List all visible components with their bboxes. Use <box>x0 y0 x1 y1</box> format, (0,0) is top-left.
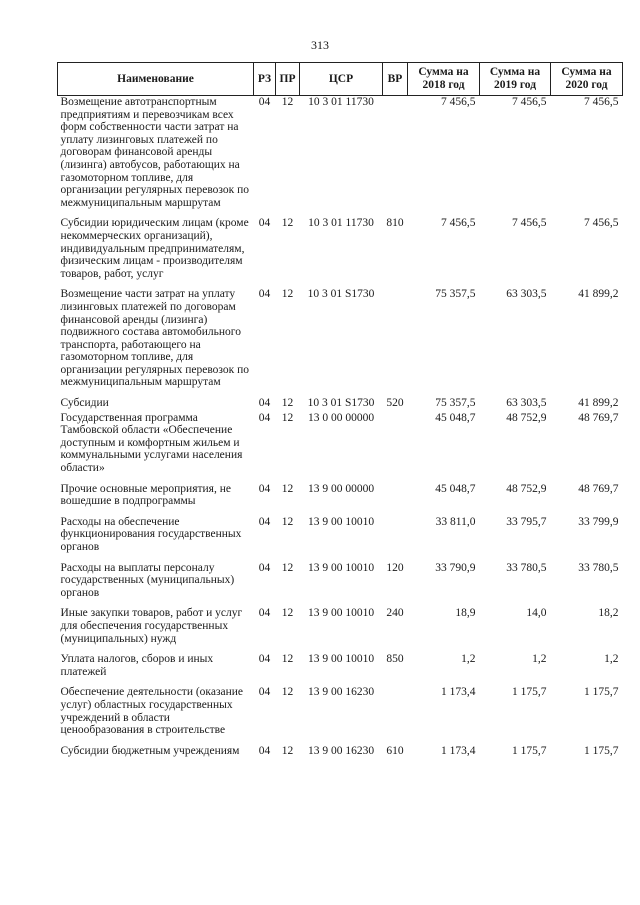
row-sum-2020: 41 899,2 <box>578 397 619 410</box>
header-vr: ВР <box>383 63 408 96</box>
row-sum-2018: 1 173,4 <box>441 686 476 699</box>
row-rz: 04 <box>258 607 271 620</box>
row-csr: 10 3 01 S1730 <box>307 397 375 410</box>
budget-table <box>57 62 623 765</box>
row-rz: 04 <box>258 411 271 424</box>
table-row <box>58 217 623 288</box>
row-sum-2019: 7 456,5 <box>512 96 547 108</box>
row-name: Субсидии бюджетным учреждениям <box>60 744 240 757</box>
header-2020: Сумма на 2020 год <box>551 63 623 96</box>
row-sum-2019: 63 303,5 <box>506 288 547 301</box>
row-sum-2018: 45 048,7 <box>435 482 476 495</box>
row-sum-2019: 63 303,5 <box>506 397 547 410</box>
table-header-row <box>58 63 623 96</box>
row-csr: 10 3 01 11730 <box>308 217 374 230</box>
row-name: Иные закупки товаров, работ и услуг для обеспечения государственных (муниципальных) нужд <box>60 607 243 645</box>
row-sum-2018: 7 456,5 <box>441 217 476 230</box>
row-name: Расходы на обеспечение функционирования государственных органов <box>60 515 242 553</box>
row-rz: 04 <box>258 482 271 495</box>
row-sum-2020: 7 456,5 <box>584 217 619 230</box>
row-sum-2020: 7 456,5 <box>584 96 619 108</box>
table-row <box>58 607 623 653</box>
row-csr: 13 9 00 10010 <box>307 561 375 574</box>
row-vr <box>383 516 408 562</box>
row-sum-2019: 1,2 <box>532 653 547 666</box>
row-rz: 04 <box>258 686 271 699</box>
row-pr: 12 <box>281 288 294 301</box>
header-pr: ПР <box>276 63 300 96</box>
row-sum-2018: 18,9 <box>455 607 476 620</box>
row-name: Прочие основные мероприятия, не вошедшие в подпрограммы <box>60 482 231 508</box>
row-sum-2020: 33 780,5 <box>578 561 619 574</box>
row-pr: 12 <box>281 607 294 620</box>
table-row <box>58 686 623 744</box>
row-sum-2018: 75 357,5 <box>435 397 476 410</box>
table-row <box>58 397 623 412</box>
header-rz: РЗ <box>254 63 276 96</box>
page-number: 313 <box>311 38 329 52</box>
row-sum-2018: 45 048,7 <box>435 411 476 424</box>
row-rz: 04 <box>258 397 271 410</box>
row-sum-2019: 48 752,9 <box>506 411 547 424</box>
row-sum-2019: 33 795,7 <box>506 515 547 528</box>
table-row <box>58 412 623 483</box>
row-csr: 13 9 00 16230 <box>307 744 375 757</box>
table-row <box>58 653 623 686</box>
row-sum-2020: 18,2 <box>598 607 619 620</box>
row-sum-2018: 33 811,0 <box>435 515 476 528</box>
header-csr: ЦСР <box>300 63 383 96</box>
row-sum-2020: 48 769,7 <box>578 411 619 424</box>
row-sum-2018: 1,2 <box>461 653 476 666</box>
row-sum-2019: 7 456,5 <box>512 217 547 230</box>
row-rz: 04 <box>258 515 271 528</box>
row-vr: 850 <box>386 653 404 666</box>
row-name: Возмещение части затрат на уплату лизинговых платежей по договорам финансовой аренды (лизинга) подвижного состава автомобильного транспорта, работающего на газомоторном топливе, для организации регулярных перевозок по межмуниципальным маршрутам <box>60 288 250 389</box>
row-sum-2018: 7 456,5 <box>441 96 476 108</box>
row-vr <box>383 412 408 483</box>
row-pr: 12 <box>281 411 294 424</box>
row-sum-2019: 33 780,5 <box>506 561 547 574</box>
row-vr <box>383 483 408 516</box>
row-sum-2019: 14,0 <box>526 607 547 620</box>
row-vr <box>383 288 408 397</box>
row-csr: 13 9 00 10010 <box>307 607 375 620</box>
row-csr: 13 9 00 16230 <box>307 686 375 699</box>
row-csr: 10 3 01 S1730 <box>307 288 375 301</box>
header-2018: Сумма на 2018 год <box>408 63 480 96</box>
row-rz: 04 <box>258 96 271 108</box>
row-pr: 12 <box>281 397 294 410</box>
row-pr: 12 <box>281 686 294 699</box>
row-sum-2020: 1,2 <box>604 653 619 666</box>
row-pr: 12 <box>281 653 294 666</box>
row-vr <box>383 96 408 218</box>
row-rz: 04 <box>258 561 271 574</box>
row-sum-2019: 1 175,7 <box>512 744 547 757</box>
row-vr: 520 <box>386 397 404 410</box>
row-name: Уплата налогов, сборов и иных платежей <box>60 653 214 678</box>
row-name: Возмещение автотранспортным предприятиям и перевозчикам всех форм собственности части затрат на уплату лизинговых платежей по договорам финансовой аренды (лизинга) автобусов, работающих на газомоторном топливе, для организации регулярных перевозок по межмуниципальным маршрутам <box>60 96 250 209</box>
row-name: Субсидии <box>60 397 109 410</box>
row-pr: 12 <box>281 96 294 108</box>
row-vr: 240 <box>386 607 404 620</box>
row-sum-2020: 33 799,9 <box>578 515 619 528</box>
row-rz: 04 <box>258 217 271 230</box>
table-row <box>58 288 623 397</box>
row-csr: 13 9 00 00000 <box>307 482 375 495</box>
row-sum-2020: 1 175,7 <box>584 744 619 757</box>
row-sum-2020: 48 769,7 <box>578 482 619 495</box>
row-pr: 12 <box>281 744 294 757</box>
table-row <box>58 562 623 608</box>
header-2019: Сумма на 2019 год <box>480 63 551 96</box>
row-csr: 13 9 00 10010 <box>307 653 375 666</box>
row-pr: 12 <box>281 482 294 495</box>
row-pr: 12 <box>281 217 294 230</box>
row-vr <box>383 686 408 744</box>
row-name: Расходы на выплаты персоналу государственных (муниципальных) органов <box>60 561 235 599</box>
row-csr: 10 3 01 11730 <box>308 96 374 108</box>
row-name: Государственная программа Тамбовской области «Обеспечение доступным и комфортным жильем и коммунальными услугами населения области» <box>60 411 243 475</box>
row-rz: 04 <box>258 744 271 757</box>
row-pr: 12 <box>281 561 294 574</box>
row-rz: 04 <box>258 288 271 301</box>
row-pr: 12 <box>281 515 294 528</box>
row-sum-2018: 1 173,4 <box>441 744 476 757</box>
row-sum-2019: 1 175,7 <box>512 686 547 699</box>
row-csr: 13 9 00 10010 <box>307 515 375 528</box>
row-sum-2018: 33 790,9 <box>435 561 476 574</box>
row-rz: 04 <box>258 653 271 666</box>
row-sum-2020: 1 175,7 <box>584 686 619 699</box>
table-row <box>58 745 623 766</box>
row-name: Обеспечение деятельности (оказание услуг) областных государственных учреждений в области ценообразования в строительстве <box>60 686 244 737</box>
table-row <box>58 483 623 516</box>
table-row <box>58 516 623 562</box>
row-sum-2020: 41 899,2 <box>578 288 619 301</box>
row-name: Субсидии юридическим лицам (кроме некоммерческих организаций), индивидуальным предпринимателям, физическим лицам - производителям товаров, работ, услуг <box>60 217 249 280</box>
row-vr: 120 <box>386 561 404 574</box>
row-vr: 810 <box>386 217 404 230</box>
table-row <box>58 96 623 218</box>
row-csr: 13 0 00 00000 <box>307 411 375 424</box>
header-name: Наименование <box>58 63 254 96</box>
row-sum-2019: 48 752,9 <box>506 482 547 495</box>
row-sum-2018: 75 357,5 <box>435 288 476 301</box>
row-vr: 610 <box>386 744 404 757</box>
